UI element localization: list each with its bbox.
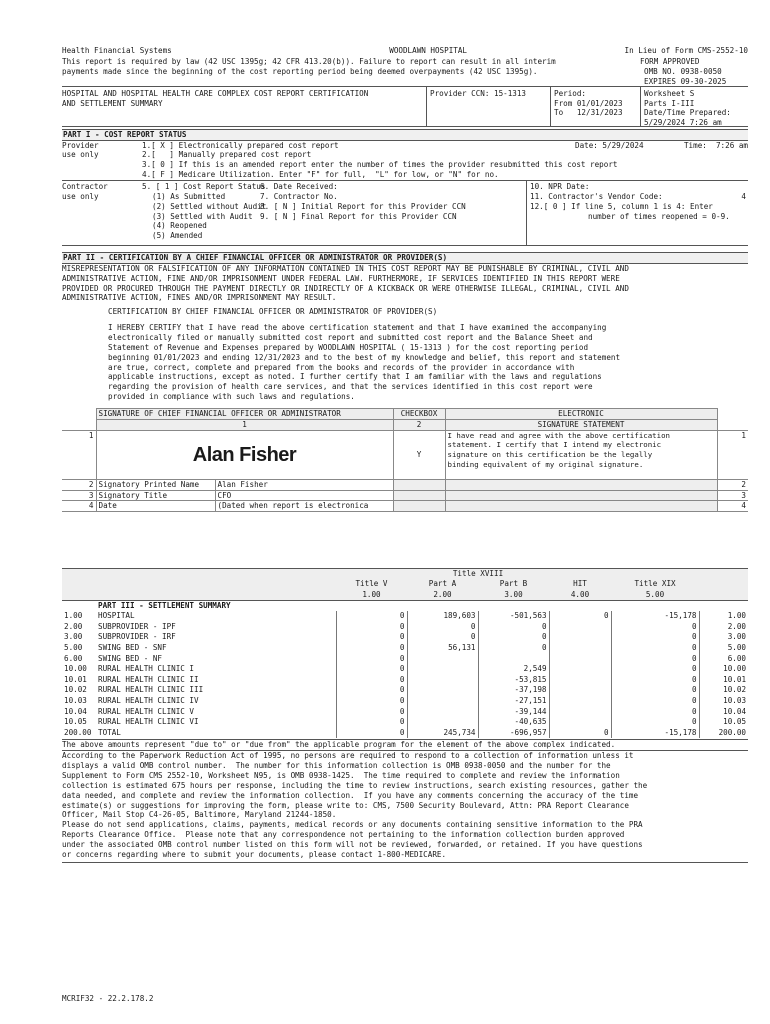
manual-prepared-item: 2.[ ] Manually prepared cost report	[142, 150, 312, 160]
part-b-value	[478, 654, 549, 665]
settlement-row	[62, 643, 748, 654]
warning-line: PROVIDED OR PROCURED THROUGH THE PAYMENT DIRECTLY OR INDIRECTLY OF A KICKBACK OR WERE OTHERWISE ILLEGAL, CRIMINAL, CIVIL AND	[62, 283, 629, 293]
row-number: 2	[717, 479, 748, 490]
cert-line: are true, correct, complete and prepared from the books and records of the provider in accordance with	[108, 362, 575, 372]
prepared-date: Date: 5/29/2024	[575, 140, 644, 150]
line-number-end: 10.04	[723, 706, 747, 716]
title-v-value: 0	[336, 664, 407, 675]
part-a-value: 0	[407, 632, 478, 643]
paperwork-line: under the associated OMB control number listed on this form will not be reviewed, forwarded, or retained. If you have questions	[62, 839, 643, 849]
title-v-value: 0	[336, 728, 407, 739]
title-v-value: 0	[336, 643, 407, 654]
part-a-value	[407, 707, 478, 718]
status-option: (2) Settled without Audit	[152, 201, 267, 211]
line-number-end: 10.05	[723, 717, 747, 727]
title-block	[62, 86, 748, 127]
paperwork-line: According to the Paperwork Reduction Act of 1995, no persons are required to respond to a collection of information unless it	[62, 751, 634, 761]
title-xix-value: 0	[611, 664, 699, 675]
hit-value	[549, 622, 611, 633]
provider-label: use only	[62, 150, 99, 160]
hospital-name: WOODLAWN HOSPITAL	[389, 46, 467, 55]
settlement-row	[62, 728, 748, 739]
cert-line: Statement of Revenue and Expenses prepared by WOODLAWN HOSPITAL ( 15-1313 ) for the cost reporting period	[108, 342, 589, 352]
cert-line: provided in compliance with such laws and regulations.	[108, 392, 355, 402]
worksheet-label: Worksheet S	[644, 88, 695, 98]
title-v-value: 0	[336, 654, 407, 665]
prepared-time: Time: 7:26 am	[683, 140, 748, 150]
row-number: 4	[717, 501, 748, 512]
settlement-row	[62, 611, 748, 622]
form-approved: FORM APPROVED	[640, 57, 700, 66]
initial-report: 8. [ N ] Initial Report for this Provider CCN	[260, 201, 466, 211]
settlement-row	[62, 664, 748, 675]
date-prepared-label: Date/Time Prepared:	[644, 108, 731, 118]
title-xix-value: 0	[611, 654, 699, 665]
utilization-item: 4.[ F ] Medicare Utilization. Enter "F" for full, "L" for low, or "N" for no.	[142, 170, 499, 180]
contractor-label: use only	[62, 191, 99, 201]
line-description: RURAL HEALTH CLINIC II	[96, 675, 336, 686]
line-description: RURAL HEALTH CLINIC III	[96, 685, 336, 696]
part-a-value: 56,131	[407, 643, 478, 654]
hit-value	[549, 696, 611, 707]
line-description: SWING BED - SNF	[96, 643, 336, 654]
vendor-code: 11. Contractor's Vendor Code:	[530, 191, 663, 201]
line-description: SUBPROVIDER - IPF	[96, 622, 336, 633]
line-number-end: 200.00	[718, 727, 747, 737]
line-description: RURAL HEALTH CLINIC I	[96, 664, 336, 675]
line-description: TOTAL	[96, 728, 336, 739]
column-number: 3.00	[504, 590, 523, 600]
printed-name-value: Alan Fisher	[215, 479, 393, 490]
settlement-row	[62, 622, 748, 633]
title-xix-value: -15,178	[611, 728, 699, 739]
provider-use-block	[62, 141, 748, 180]
part-b-header: Part B	[499, 579, 528, 589]
line-description: RURAL HEALTH CLINIC V	[96, 707, 336, 718]
column-number: 2	[393, 419, 445, 430]
title-xix-value: 0	[611, 643, 699, 654]
electronic-prepared-item: 1.[ X ] Electronically prepared cost report	[142, 140, 339, 150]
software-name: Health Financial Systems	[62, 46, 172, 55]
statement-column-subheader: SIGNATURE STATEMENT	[445, 419, 717, 430]
part-b-value: 0	[478, 622, 549, 633]
part-b-value: -696,957	[478, 728, 549, 739]
signature: Alan Fisher	[192, 443, 297, 466]
title-v-value: 0	[336, 622, 407, 633]
line-number-end: 3.00	[727, 632, 747, 642]
paperwork-line: data needed, and complete and review the information collection. If you have any comments concerning the accuracy of the time	[62, 790, 639, 800]
statement-line: binding equivalent of my original signature.	[447, 459, 644, 469]
part-a-value	[407, 675, 478, 686]
settlement-row	[62, 717, 748, 728]
checkbox-value: Y	[393, 430, 445, 479]
line-number-end: 6.00	[727, 653, 747, 663]
cert-line: electronically filed or manually submitted cost report and submitted cost report and the Balance Sheet and	[108, 333, 593, 343]
cost-report-status: 5. [ 1 ] Cost Report Status	[142, 182, 266, 192]
status-option: (1) As Submitted	[152, 191, 226, 201]
date-label: Date	[96, 501, 215, 512]
paperwork-line: estimate(s) or suggestions for improving the form, please write to: CMS, 7500 Security Boulevard, Attn: PRA Report Clearance	[62, 800, 629, 810]
certification-heading: CERTIFICATION BY CHIEF FINANCIAL OFFICER OR ADMINISTRATOR OF PROVIDER(S)	[108, 307, 438, 317]
provider-label: Provider	[62, 140, 99, 150]
row-number: 3	[717, 490, 748, 501]
paperwork-notice	[62, 750, 748, 862]
row-number: 3	[62, 490, 96, 501]
cert-line: I HEREBY CERTIFY that I have read the above certification statement and that I have examined the accompanying	[108, 323, 607, 333]
settlement-row	[62, 675, 748, 686]
provider-ccn: Provider CCN: 15-1313	[427, 87, 551, 126]
certification-text	[62, 323, 748, 402]
notice-line: payments made since the beginning of the cost reporting period being deemed overpayments (42 USC 1395g).	[62, 66, 538, 76]
signature-column-header: SIGNATURE OF CHIEF FINANCIAL OFFICER OR ADMINISTRATOR	[96, 409, 393, 420]
line-number-end: 1.00	[727, 611, 747, 621]
line-number: 10.02	[64, 685, 87, 695]
column-number: 1.00	[362, 590, 381, 600]
paperwork-line: Please do not send applications, claims, payments, medical records or any documents containing sensitive information to the PRA	[62, 820, 643, 830]
hit-value	[549, 685, 611, 696]
line-number: 1.00	[64, 611, 83, 621]
settlement-row	[62, 685, 748, 696]
row-number: 1	[62, 430, 96, 479]
statement-line: statement. I certify that I intend my electronic	[447, 440, 662, 450]
settlement-footnote: The above amounts represent "due to" or "due from" the applicable program for the element of the above complex indicated.	[62, 739, 748, 750]
date-received: 6. Date Received:	[260, 182, 338, 192]
status-option: (4) Reopened	[152, 221, 207, 231]
statement-line: I have read and agree with the above certification	[447, 430, 670, 440]
hit-value	[549, 643, 611, 654]
hit-value: 0	[549, 611, 611, 622]
paperwork-line: Reports Clearance Office. Please note that any correspondence not pertaining to the information collection burden approved	[62, 830, 625, 840]
title-v-value: 0	[336, 632, 407, 643]
title-v-value: 0	[336, 675, 407, 686]
line-number: 10.01	[64, 674, 87, 684]
line-description: RURAL HEALTH CLINIC VI	[96, 717, 336, 728]
date-prepared: 5/29/2024 7:26 am	[644, 118, 722, 128]
settlement-row	[62, 707, 748, 718]
part-b-value: 2,549	[478, 664, 549, 675]
title-xix-header: Title XIX	[634, 579, 676, 589]
title-xix-value: 0	[611, 632, 699, 643]
line-number: 6.00	[64, 653, 83, 663]
notice-line: This report is required by law (42 USC 1395g; 42 CFR 413.20(b)). Failure to report can result in all interim	[62, 57, 556, 66]
title-xix-value: -15,178	[611, 611, 699, 622]
part1-title: PART I - COST REPORT STATUS	[62, 129, 748, 141]
cert-line: regarding the provision of health care services, and that the services identified in this cost report were	[108, 382, 593, 392]
period-from: From 01/01/2023	[554, 98, 623, 108]
period-to: To 12/31/2023	[554, 108, 623, 118]
line-number-end: 10.00	[723, 664, 747, 674]
warning-line: ADMINISTRATIVE ACTION, FINES AND/OR IMPRISONMENT MAY RESULT.	[62, 293, 337, 303]
part-a-value: 0	[407, 622, 478, 633]
status-option: (5) Amended	[152, 231, 203, 241]
warning-text	[62, 264, 748, 303]
line-number: 10.04	[64, 706, 87, 716]
warning-line: MISREPRESENTATION OR FALSIFICATION OF ANY INFORMATION CONTAINED IN THIS COST REPORT MAY BE PUNISHABLE BY CRIMINAL, CIVIL AND	[62, 263, 629, 273]
parts-label: Parts I-III	[644, 98, 695, 108]
line-number: 200.00	[64, 727, 92, 737]
npr-date: 10. NPR Date:	[530, 182, 590, 192]
settlement-row	[62, 696, 748, 707]
line-description: HOSPITAL	[96, 611, 336, 622]
line-number: 10.00	[64, 664, 87, 674]
hit-value	[549, 632, 611, 643]
part-a-value: 189,603	[407, 611, 478, 622]
paperwork-line: displays a valid OMB control number. The number for this information collection is OMB 0938-0050 and the number for the	[62, 761, 611, 771]
report-title: HOSPITAL AND HOSPITAL HEALTH CARE COMPLEX COST REPORT CERTIFICATION	[62, 88, 369, 98]
reopened-item: number of times reopened = 0-9.	[588, 211, 730, 221]
part-b-value: -27,151	[478, 696, 549, 707]
part2-title: PART II - CERTIFICATION BY A CHIEF FINANCIAL OFFICER OR ADMINISTRATOR OR PROVIDER(S)	[62, 252, 748, 264]
settlement-row	[62, 654, 748, 665]
contractor-no: 7. Contractor No.	[260, 191, 338, 201]
title-v-value: 0	[336, 696, 407, 707]
statement-line: signature on this certification be the legally	[447, 450, 653, 460]
title-xix-value: 0	[611, 622, 699, 633]
hit-value	[549, 664, 611, 675]
cert-line: applicable instructions, except as noted. I further certify that I am familiar with the laws and regulations	[108, 372, 602, 382]
title-xix-value: 0	[611, 696, 699, 707]
title-v-value: 0	[336, 717, 407, 728]
signatory-title-value: CFO	[215, 490, 393, 501]
line-description: RURAL HEALTH CLINIC IV	[96, 696, 336, 707]
column-number: 1	[96, 419, 393, 430]
part-a-value	[407, 654, 478, 665]
row-number: 2	[62, 479, 96, 490]
checkbox-column-header: CHECKBOX	[393, 409, 445, 420]
footer-code: MCRIF32 - 22.2.178.2	[62, 994, 154, 1003]
column-number: 4.00	[570, 590, 590, 600]
paperwork-line: or concerns regarding where to submit your documents, please contact 1-800-MEDICARE.	[62, 849, 447, 859]
part-b-value: -40,635	[478, 717, 549, 728]
line-number: 10.03	[64, 695, 87, 705]
warning-line: ADMINISTRATIVE ACTION, FINE AND/OR IMPRISONMENT UNDER FEDERAL LAW. FURTHERMORE, IF SERVICES IDENTIFIED IN THIS REPORT WERE	[62, 273, 620, 283]
line-number: 5.00	[64, 643, 83, 652]
line-description: SWING BED - NF	[96, 654, 336, 665]
part-b-value: -37,198	[478, 685, 549, 696]
statement-column-header: ELECTRONIC	[445, 409, 717, 420]
line-description: SUBPROVIDER - IRF	[96, 632, 336, 643]
part-a-value: 245,734	[407, 728, 478, 739]
status-option: (3) Settled with Audit	[152, 211, 253, 221]
title-v-value: 0	[336, 685, 407, 696]
part-b-value: -39,144	[478, 707, 549, 718]
part-b-value: -501,563	[478, 611, 549, 622]
line-number: 10.05	[64, 717, 87, 727]
line-number-end: 10.03	[723, 695, 747, 705]
signatory-title-label: Signatory Title	[96, 490, 215, 501]
paperwork-line: collection is estimated 675 hours per response, including the time to review instructions, search existing resources, gather the	[62, 780, 648, 790]
hit-value	[549, 717, 611, 728]
part3-title: PART III - SETTLEMENT SUMMARY	[98, 601, 231, 611]
column-number: 5.00	[645, 590, 665, 600]
report-subtitle: AND SETTLEMENT SUMMARY	[62, 98, 163, 108]
column-number: 2.00	[433, 590, 452, 600]
part-a-header: Part A	[428, 579, 457, 589]
hit-value: 0	[549, 728, 611, 739]
period-label: Period:	[554, 88, 587, 98]
expires-date: EXPIRES 09-30-2025	[644, 76, 727, 86]
part-a-value	[407, 717, 478, 728]
hit-value	[549, 675, 611, 686]
line-number-end: 10.01	[723, 674, 747, 684]
omb-number: OMB NO. 0938-0050	[644, 66, 722, 76]
amended-item: 3.[ 0 ] If this is an amended report enter the number of times the provider resubmitted this cost report	[142, 160, 618, 170]
settlement-row	[62, 632, 748, 643]
title-v-value: 0	[336, 611, 407, 622]
contractor-label: Contractor	[62, 182, 108, 192]
part-a-value	[407, 696, 478, 707]
page-header	[62, 46, 748, 57]
line-number: 2.00	[64, 621, 83, 631]
line-number-end: 10.02	[723, 685, 747, 695]
title-v-value: 0	[336, 707, 407, 718]
contractor-use-block	[62, 180, 748, 246]
paperwork-line: Supplement to Form CMS 2552-10, Worksheet N95, is OMB 0938-1425. The time required to complete and review the information	[62, 770, 620, 780]
part-a-value	[407, 685, 478, 696]
title-xix-value: 0	[611, 675, 699, 686]
hit-value	[549, 707, 611, 718]
title-xix-value: 0	[611, 707, 699, 718]
line-number-end: 2.00	[727, 621, 747, 631]
title-xviii-header: Title XVIII	[452, 569, 504, 579]
form-name: In Lieu of Form CMS-2552-10	[624, 46, 748, 55]
title-v-header: Title V	[355, 579, 388, 589]
printed-name-label: Signatory Printed Name	[96, 479, 215, 490]
part-b-value: 0	[478, 632, 549, 643]
hit-header: HIT	[573, 579, 587, 589]
final-report: 9. [ N ] Final Report for this Provider CCN	[260, 211, 457, 221]
signature-table	[62, 408, 748, 512]
line-number: 3.00	[64, 632, 83, 642]
vendor-code-value: 4	[741, 192, 746, 202]
part-a-value	[407, 664, 478, 675]
cost-report-page	[62, 46, 748, 863]
title-xix-value: 0	[611, 717, 699, 728]
cert-line: beginning 01/01/2023 and ending 12/31/2023 and to the best of my knowledge and belief, this report and statement	[108, 352, 621, 362]
reopened-item: 12.[ 0 ] If line 5, column 1 is 4: Enter	[530, 201, 713, 211]
row-number: 1	[717, 430, 748, 479]
settlement-table	[62, 568, 748, 738]
row-number: 4	[62, 501, 96, 512]
approval-block	[640, 57, 748, 87]
date-value: (Dated when report is electronica	[215, 501, 393, 512]
part-b-value: -53,815	[478, 675, 549, 686]
paperwork-line: Officer, Mail Stop C4-26-05, Baltimore, Maryland 21244-1850.	[62, 810, 337, 820]
line-number-end: 5.00	[727, 643, 747, 652]
title-xix-value: 0	[611, 685, 699, 696]
part-b-value: 0	[478, 643, 549, 654]
hit-value	[549, 654, 611, 665]
